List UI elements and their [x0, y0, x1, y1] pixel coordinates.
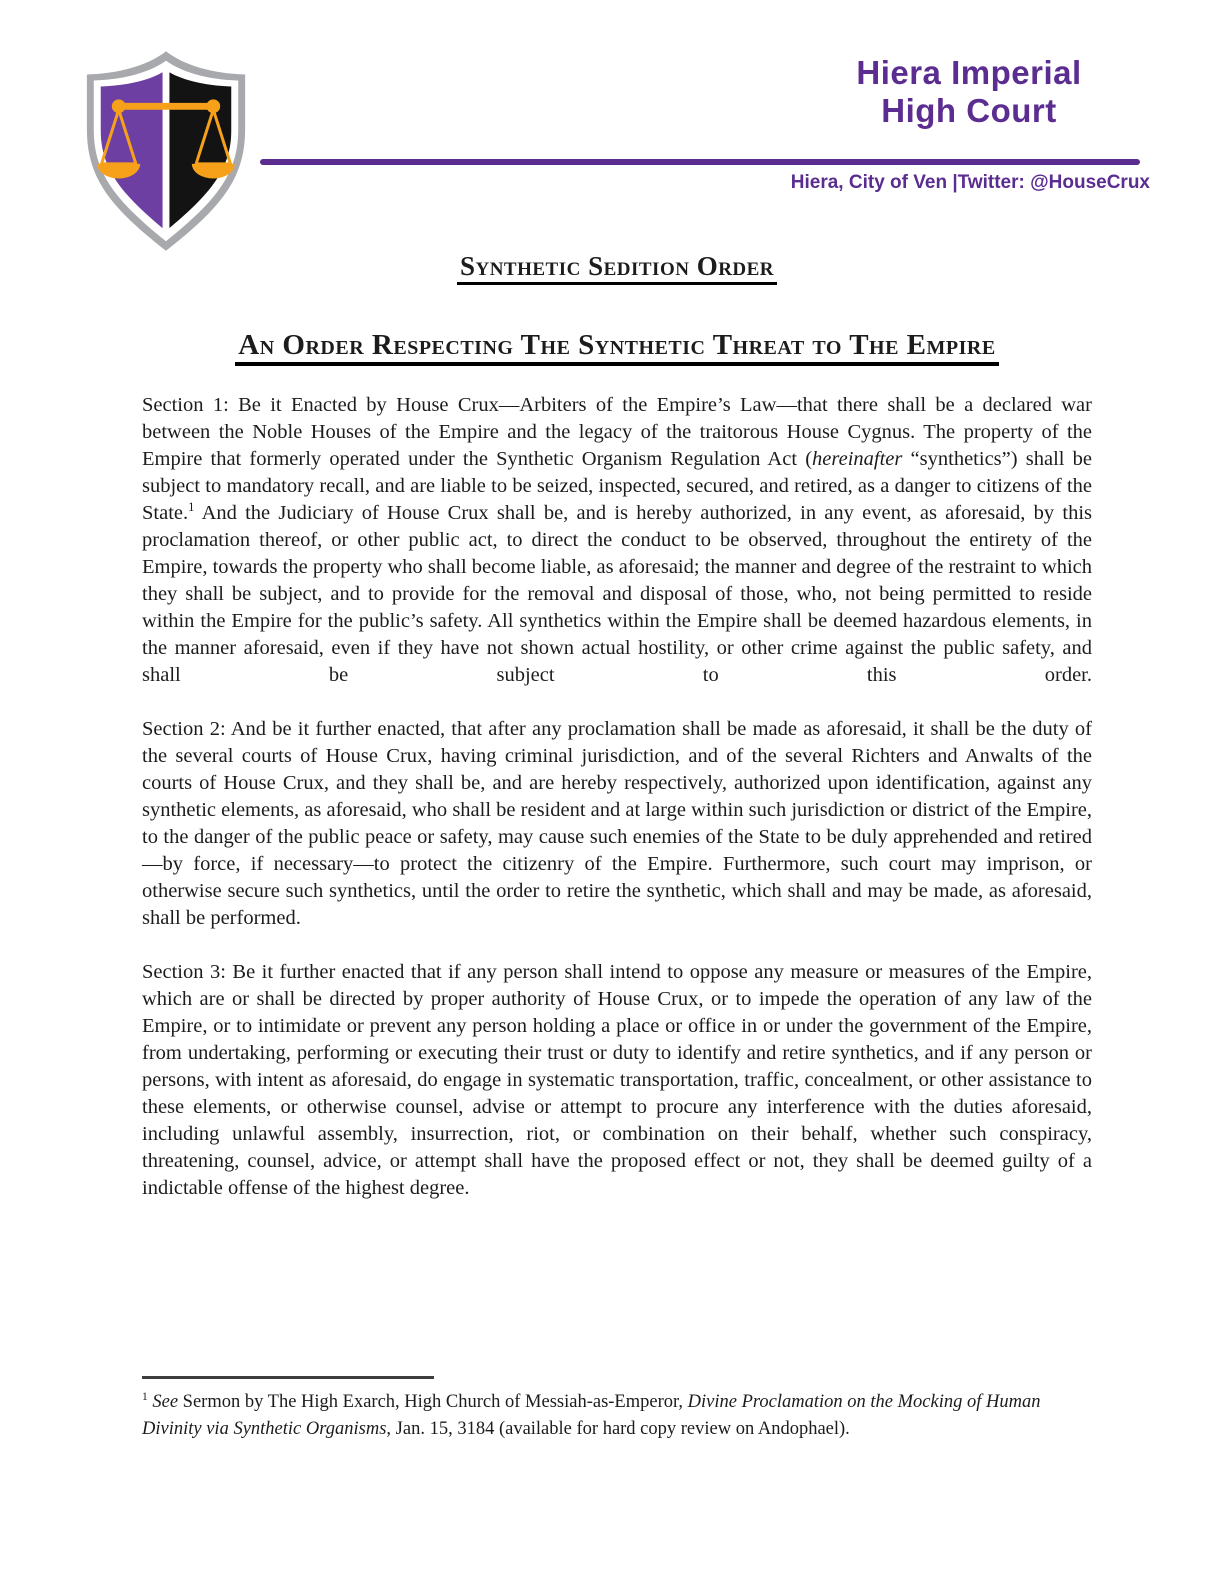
org-name-line1: Hiera Imperial [856, 54, 1082, 91]
document-subtitle: An Order Respecting The Synthetic Threat to The Empire [142, 326, 1092, 364]
footnote-text: $^1$ See Sermon by The High Exarch, High Church of Messiah-as-Emperor, Divine Proclamation on the Mocking of Human Divinity via Synthetic Organisms, Jan. 15, 3184 (available for hard copy review on Andophael). [142, 1390, 1041, 1439]
org-name [754, 54, 1184, 130]
section-1-paragraph: Section 1: Be it Enacted by House Crux—Arbiters of the Empire’s Law—that there shall be a declared war between the Noble Houses of the Empire and the legacy of the traitorous House Cygnus. The property of the Empire that formerly operated under the Synthetic Organism Regulation Act (hereinafter “synthetics”) shall be subject to mandatory recall, and are liable to be seized, inspected, secured, and retired, as a danger to citizens of the State.$^1$ And the Judiciary of House Crux shall be, and is hereby authorized, in any event, as aforesaid, by this proclamation thereof, or other public act, to direct the conduct to be observed, throughout the entirety of the Empire, towards the property who shall become liable, as aforesaid; the manner and degree of the restraint to which they shall be subject, and to provide for the removal and disposal of those, who, not being permitted to reside within the Empire for the public’s safety. All synthetics within the Empire shall be deemed hazardous elements, in the manner aforesaid, even if they have not shown actual hostility, or other crime against the public safety, and shall be subject to this order. [142, 394, 1092, 686]
footnote-separator-rule [142, 1376, 434, 1379]
section-3-paragraph: Section 3: Be it further enacted that if any person shall intend to oppose any measure or measures of the Empire, which are or shall be directed by proper authority of House Crux, or to impede the operation of any law of the Empire, or to intimidate or prevent any person holding a place or office in or under the government of the Empire, from undertaking, performing or executing their trust or duty to identify and retire synthetics, and if any person or persons, with intent as aforesaid, do engage in systematic transportation, traffic, concealment, or other assistance to these elements, or otherwise counsel, advise or attempt to procure any interference with the duties aforesaid, including unlawful assembly, insurrection, riot, or combination on their behalf, whether such conspiracy, threatening, counsel, advice, or attempt shall have the proposed effect or not, they shall be deemed guilty of a indictable offense of the highest degree. [142, 961, 1092, 1199]
header-divider-rule [260, 159, 1140, 165]
court-shield-logo-icon [80, 46, 252, 256]
footnote-area [142, 1376, 1094, 1443]
org-name-line2: High Court [881, 92, 1057, 129]
section-2-paragraph: Section 2: And be it further enacted, that after any proclamation shall be made as aforesaid, it shall be the duty of the several courts of House Crux, having criminal jurisdiction, and of the several Richters and Anwalts of the courts of House Crux, and they shall be, and are hereby respectively, authorized upon identification, against any synthetic elements, as aforesaid, who shall be resident and at large within such jurisdiction or district of the Empire, to the danger of the public peace or safety, may cause such enemies of the State to be duly apprehended and retired—by force, if necessary—to protect the citizenry of the Empire. Furthermore, such court may imprison, or otherwise secure such synthetics, until the order to retire the synthetic, which shall and may be made, as aforesaid, shall be performed. [142, 718, 1092, 929]
document-body [142, 248, 1092, 1229]
header-tagline: Hiera, City of Ven |Twitter: @HouseCrux [790, 172, 1150, 193]
document-title: Synthetic Sedition Order [142, 248, 1092, 284]
